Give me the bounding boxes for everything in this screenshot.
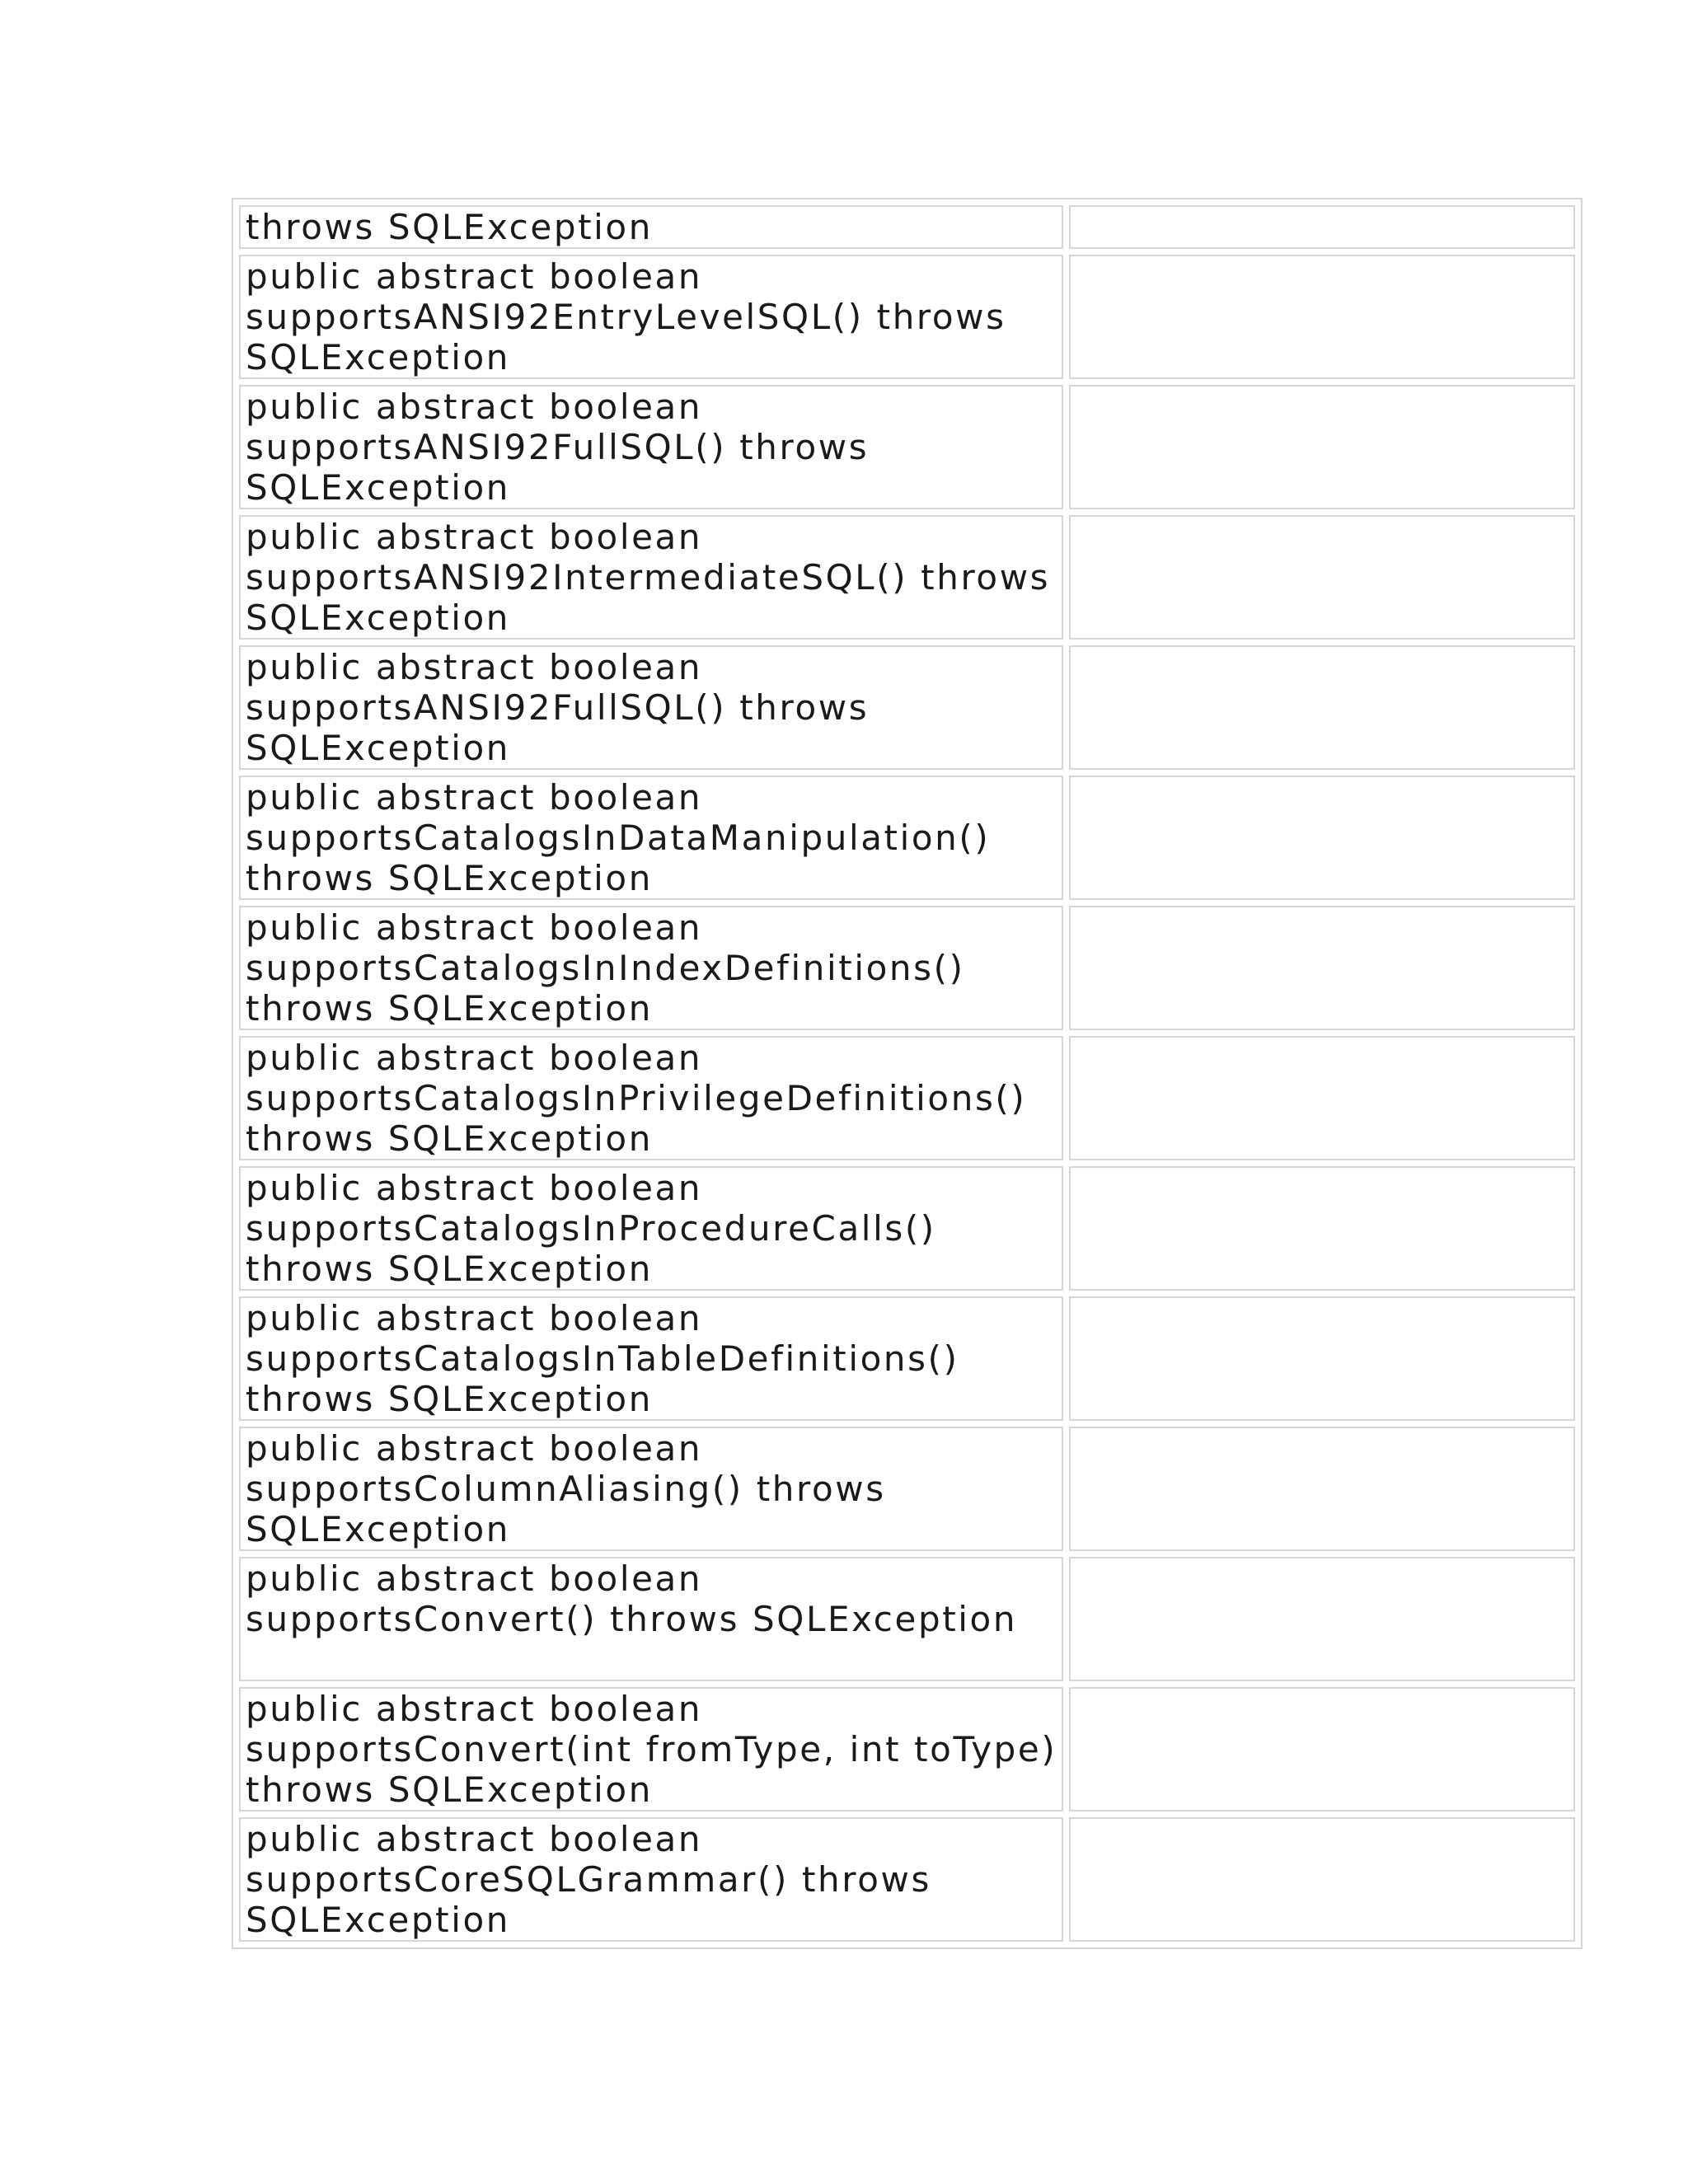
method-description-cell (1069, 205, 1575, 249)
method-signature-cell: public abstract boolean supportsANSI92IntermediateSQL() throws SQLException (239, 515, 1063, 640)
table-row (239, 1296, 1575, 1421)
method-signature-cell: public abstract boolean supportsCatalogsInTableDefinitions() throws SQLException (239, 1296, 1063, 1421)
table-row (239, 1817, 1575, 1942)
table-row (239, 1036, 1575, 1160)
table-row (239, 1427, 1575, 1551)
method-signature-cell: public abstract boolean supportsANSI92FullSQL() throws SQLException (239, 385, 1063, 509)
table-row (239, 906, 1575, 1030)
method-description-cell (1069, 1036, 1575, 1160)
method-description-cell (1069, 1427, 1575, 1551)
method-signature-cell: public abstract boolean supportsCatalogsInPrivilegeDefinitions() throws SQLException (239, 1036, 1063, 1160)
method-signature-cell: throws SQLException (239, 205, 1063, 249)
table-row (239, 385, 1575, 509)
method-signature-cell: public abstract boolean supportsCatalogsInProcedureCalls() throws SQLException (239, 1166, 1063, 1291)
method-signature-cell: public abstract boolean supportsANSI92EntryLevelSQL() throws SQLException (239, 255, 1063, 379)
method-description-cell (1069, 1296, 1575, 1421)
method-description-cell (1069, 1557, 1575, 1681)
method-description-cell (1069, 776, 1575, 900)
method-description-cell (1069, 255, 1575, 379)
table-row (239, 255, 1575, 379)
method-signature-cell: public abstract boolean supportsCatalogsInDataManipulation() throws SQLException (239, 776, 1063, 900)
method-description-cell (1069, 1817, 1575, 1942)
table-row (239, 1166, 1575, 1291)
table-row (239, 515, 1575, 640)
table-row (239, 1557, 1575, 1681)
table-row (239, 205, 1575, 249)
method-description-cell (1069, 645, 1575, 770)
table-row (239, 1687, 1575, 1811)
method-description-cell (1069, 1687, 1575, 1811)
method-description-cell (1069, 515, 1575, 640)
method-signature-cell: public abstract boolean supportsColumnAliasing() throws SQLException (239, 1427, 1063, 1551)
method-signature-cell: public abstract boolean supportsCoreSQLGrammar() throws SQLException (239, 1817, 1063, 1942)
method-description-cell (1069, 906, 1575, 1030)
method-description-cell (1069, 1166, 1575, 1291)
table-row (239, 776, 1575, 900)
table-row (239, 645, 1575, 770)
method-table (232, 198, 1582, 1949)
method-signature-cell: public abstract boolean supportsCatalogsInIndexDefinitions() throws SQLException (239, 906, 1063, 1030)
method-description-cell (1069, 385, 1575, 509)
method-signature-cell: public abstract boolean supportsConvert(int fromType, int toType) throws SQLException (239, 1687, 1063, 1811)
method-signature-cell: public abstract boolean supportsConvert() throws SQLException (239, 1557, 1063, 1681)
method-table-body (239, 205, 1575, 1942)
method-signature-cell: public abstract boolean supportsANSI92FullSQL() throws SQLException (239, 645, 1063, 770)
